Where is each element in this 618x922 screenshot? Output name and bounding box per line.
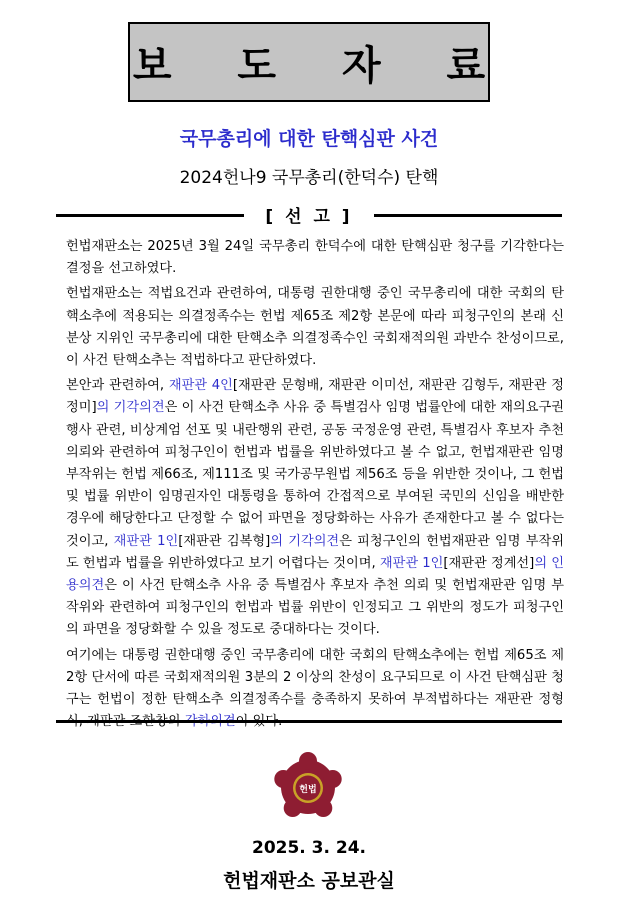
text-segment: 본안과 관련하여,	[66, 378, 169, 394]
decision-body	[66, 236, 564, 736]
case-line: 2024헌나9 국무총리(한덕수) 탄핵	[179, 168, 439, 188]
text-segment: [재판관 문형배, 재판관 이미선, 재판관 김형두, 재판관 정정미]	[66, 378, 564, 416]
text-segment: 은 이 사건 탄핵소추 사유 중 특별검사 후보자 추천 의뢰 및 헌법재판관 임명 부작위와 관련하여 피청구인의 헌법과 법률 위반이 인정되고 그 위반의 정도가 피청구인의 파면을 정당화할 수 있을 정도로 중대하다는 것이다.	[66, 578, 564, 638]
text-segment: 은 이 사건 탄핵소추 사유 중 특별검사 임명 법률안에 대한 재의요구권 행사 관련, 비상계엄 선포 및 내란행위 관련, 공동 국정운영 관련, 특별검사 후보자 추천 의뢰와 관련하여 피청구인이 헌법과 법률을 위반하였다고 볼 수 없고, 헌법재판관 임명 부작위는 헌법 제66조, 제111조 및 국가공무원법 제56조 등을 위반한 것이나, 그 헌법 및 법률 위반이 임명권자인 대통령을 통하여 간접적으로 부여된 국민의 신임을 배반한 경우에 해당한다고 단정할 수 없어 파면을 정당화하는 사유가 존재한다고 볼 수 없다는 것이고,	[66, 400, 564, 549]
highlight-justice-1: 재판관 1인	[379, 555, 444, 571]
highlight-dismissal-opinion: 의 기각의견	[96, 400, 165, 416]
paragraph-3	[66, 375, 564, 641]
press-release-title-box	[128, 22, 512, 102]
text-segment: [재판관 정계선]	[443, 555, 535, 571]
paragraph-1: 헌법재판소는 2025년 3월 24일 국무총리 한덕수에 대한 탄핵심판 청구를 기각한다는 결정을 선고하였다.	[66, 239, 564, 277]
constitutional-court-seal-icon	[272, 751, 344, 823]
headline: 국무총리에 대한 탄핵심판 사건	[179, 128, 439, 150]
highlight-upholding-opinion: 의 인용의견	[66, 555, 565, 594]
bottom-divider	[56, 720, 562, 723]
highlight-justices-4: 재판관 4인	[168, 378, 233, 394]
text-segment: 여기에는 대통령 권한대행 중인 국무총리에 대한 국회의 탄핵소추에는 헌법 제65조 제2항 단서에 따른 국회재적의원 3분의 2 이상의 찬성이 요구되므로 이 사건 탄핵심판 청구는 헌법이 정한 탄핵소추 의결정족수를 충족하지 못하여 부적법하다는 재판관 정형	[66, 647, 564, 708]
section-title: [ 선 고 ]	[265, 207, 353, 227]
text-segment: [재판관 김복형]	[178, 533, 271, 549]
section-divider-right	[374, 214, 562, 217]
seal-label: 헌법	[299, 785, 317, 795]
text-segment: 은 피청구인의 헌법재판관 임명 부작위도 헌법과 법률을 위반하였다고 보기 어렵다는 것이며,	[66, 533, 564, 571]
highlight-dismissal-opinion: 의 기각의견	[270, 533, 340, 549]
highlight-justice-1: 재판관 1인	[113, 533, 179, 549]
section-divider-left	[56, 214, 244, 217]
paragraph-2: 헌법재판소는 적법요건과 관련하여, 대통령 권한대행 중인 국무총리에 대한 국회의 탄핵소추에 적용되는 의결정족수는 헌법 제65조 제2항 본문에 따라 피청구인의 본래 신분상 지위인 국무총리에 대한 탄핵소추 의결정족수인 국회재적의원 과반수 찬성이므로, 이 사건 탄핵소추는 적법하다고 판단하였다.	[66, 286, 564, 369]
release-date: 2025. 3. 24.	[251, 838, 366, 858]
press-release-title: 보 도 자 료	[132, 42, 512, 89]
issuing-office: 헌법재판소 공보관실	[223, 870, 395, 892]
